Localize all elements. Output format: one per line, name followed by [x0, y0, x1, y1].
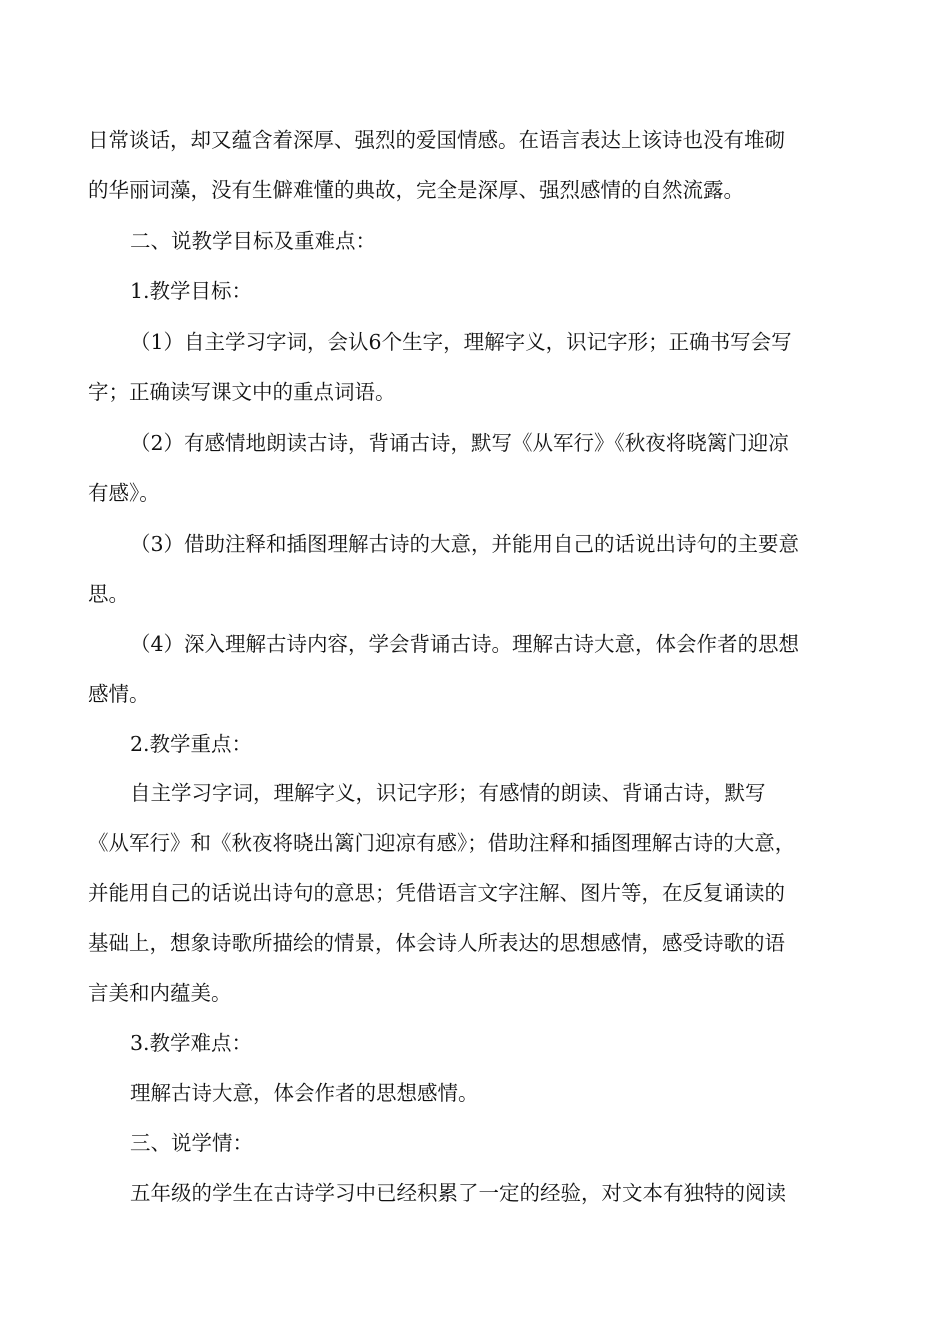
text-line: 自主学习字词，理解字义，识记字形；有感情的朗读、背诵古诗，默写 — [130, 781, 766, 805]
subsection-heading: 3.教学难点： — [130, 1031, 253, 1055]
text-line: （1）自主学习字词，会认6个生字，理解字义，识记字形；正确书写会写 — [130, 330, 792, 354]
text-line: 有感》。 — [88, 481, 160, 505]
text-line: 的华丽词藻，没有生僻难懂的典故，完全是深厚、强烈感情的自然流露。 — [88, 178, 744, 202]
text-line: 五年级的学生在古诗学习中已经积累了一定的经验，对文本有独特的阅读 — [130, 1181, 786, 1205]
text-line: 《从军行》和《秋夜将晓出篱门迎凉有感》；借助注释和插图理解古诗的大意， — [88, 831, 796, 855]
text-line: 理解古诗大意，体会作者的思想感情。 — [130, 1081, 479, 1105]
text-line: 思。 — [88, 582, 129, 606]
text-line: 基础上，想象诗歌所描绘的情景，体会诗人所表达的思想感情，感受诗歌的语 — [88, 931, 785, 955]
text-line: 字；正确读写课文中的重点词语。 — [88, 380, 396, 404]
subsection-heading: 1.教学目标： — [130, 279, 253, 303]
text-line: （3）借助注释和插图理解古诗的大意，并能用自己的话说出诗句的主要意 — [130, 532, 800, 556]
text-line: 感情。 — [88, 682, 150, 706]
text-line: （4）深入理解古诗内容，学会背诵古诗。理解古诗大意，体会作者的思想 — [130, 632, 800, 656]
text-line: 日常谈话，却又蕴含着深厚、强烈的爱国情感。在语言表达上该诗也没有堆砌 — [88, 128, 785, 152]
section-heading: 三、说学情： — [130, 1131, 253, 1155]
subsection-heading: 2.教学重点： — [130, 732, 253, 756]
section-heading: 二、说教学目标及重难点： — [130, 229, 376, 253]
text-line: 并能用自己的话说出诗句的意思；凭借语言文字注解、图片等，在反复诵读的 — [88, 881, 785, 905]
text-line: （2）有感情地朗读古诗，背诵古诗，默写《从军行》《秋夜将晓篱门迎凉 — [130, 431, 789, 455]
text-line: 言美和内蕴美。 — [88, 981, 232, 1005]
